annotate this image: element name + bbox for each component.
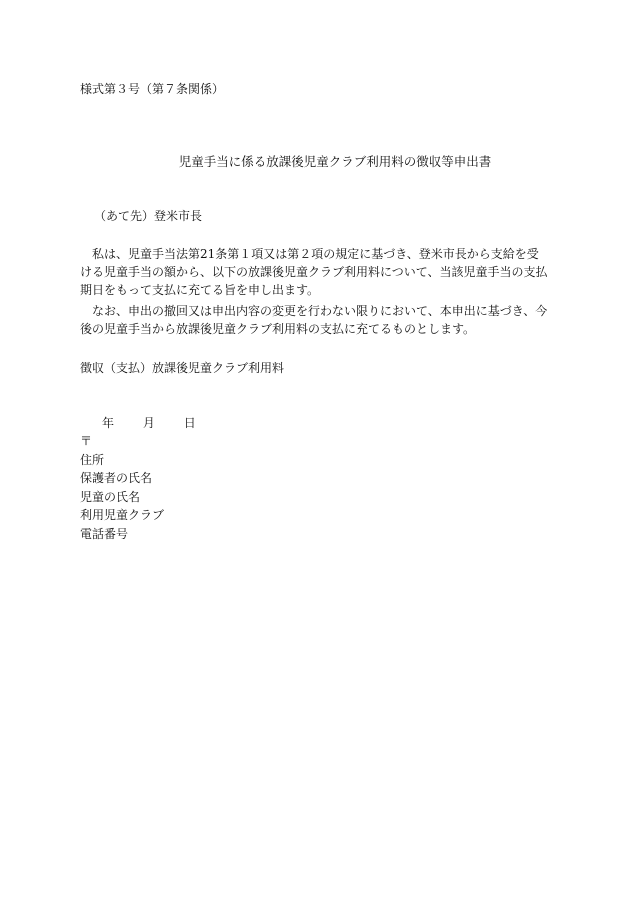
- postal-code-label: 〒: [80, 434, 93, 448]
- collection-target-label: 徴収（支払）放課後児童クラブ利用料: [80, 361, 285, 375]
- date-month-label: 月: [142, 416, 155, 430]
- phone-number-label: 電話番号: [80, 526, 129, 541]
- condition-paragraph: なお、申出の撤回又は申出内容の変更を行わない限りにおいて、本申出に基づき、今後の児童手当から放課後児童クラブ利用料の支払に充てるものとします。: [80, 304, 548, 336]
- date-line: [80, 414, 196, 432]
- child-club-label: 利用児童クラブ: [80, 508, 165, 522]
- document-title: 児童手当に係る放課後児童クラブ利用料の徴収等申出書: [178, 154, 492, 169]
- date-year-label: 年: [102, 416, 115, 430]
- declaration-paragraph: 私は、児童手当法第21条第１項又は第２項の規定に基づき、登米市長から支給を受ける児童手当の額から、以下の放課後児童クラブ利用料について、当該児童手当の支払期日をもって支払に充てる旨を申し出ます。: [80, 247, 548, 297]
- form-number-label: 様式第３号（第７条関係）: [80, 82, 225, 96]
- applicant-field-list: [80, 432, 164, 543]
- guardian-name-label: 保護者の氏名: [80, 471, 153, 485]
- child-name-label: 児童の氏名: [80, 489, 141, 504]
- date-day-label: 日: [183, 416, 196, 430]
- address-label: 住所: [80, 452, 105, 467]
- addressee: （あて先）登米市長: [94, 209, 203, 223]
